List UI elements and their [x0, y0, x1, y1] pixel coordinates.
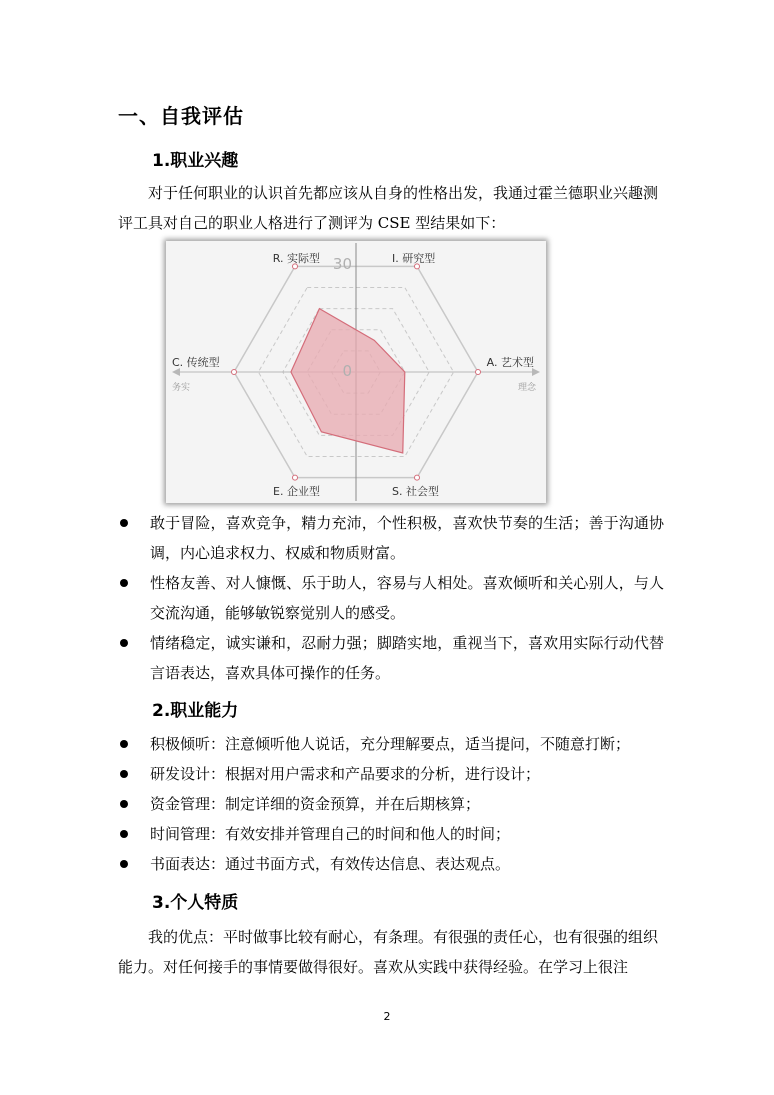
side-label-right: 理念	[517, 383, 536, 393]
radar-svg	[166, 241, 546, 503]
axis-label: A. 艺术型	[486, 356, 534, 369]
side-label-left: 务实	[172, 383, 191, 393]
arrow-left-icon	[172, 368, 180, 376]
radar-vertex-marker	[476, 370, 481, 375]
page-number: 2	[383, 1010, 391, 1023]
bullet-dot-icon	[120, 579, 128, 587]
list-item: 情绪稳定，诚实谦和，忍耐力强；脚踏实地，重视当下，喜欢用实际行动代替言语表达，喜欢具体可操作的任务。	[118, 628, 664, 688]
radar-vertex-marker	[415, 475, 420, 480]
axis-label: E. 企业型	[273, 485, 320, 498]
intro-paragraph: 对于任何职业的认识首先都应该从自身的性格出发，我通过霍兰德职业兴趣测评工具对自己的职业人格进行了测评为 CSE 型结果如下：	[118, 184, 659, 232]
list-item: 敢于冒险，喜欢竞争，精力充沛，个性积极，喜欢快节奏的生活；善于沟通协调，内心追求权力、权威和物质财富。	[118, 508, 664, 568]
bullet-dot-icon	[120, 740, 128, 748]
axis-label: S. 社会型	[392, 485, 439, 498]
list-item: 性格友善、对人慷慨、乐于助人，容易与人相处。喜欢倾听和关心别人，与人交流沟通，能够敏锐察觉别人的感受。	[118, 568, 664, 628]
traits-paragraph: 我的优点：平时做事比较有耐心，有条理。有很强的责任心，也有很强的组织能力。对任何接手的事情要做得很好。喜欢从实践中获得经验。在学习上很注	[118, 928, 659, 976]
list-item: 书面表达：通过书面方式，有效传达信息、表达观点。	[118, 849, 664, 879]
arrow-right-icon	[532, 368, 540, 376]
radar-data-area	[291, 309, 405, 453]
heading-career-ability: 2.职业能力	[152, 701, 239, 721]
axis-label: I. 研究型	[392, 252, 436, 265]
holland-radar-chart	[166, 241, 546, 503]
scale-label-min: 0	[342, 362, 352, 380]
heading-self-assessment: 一、自我评估	[118, 104, 244, 128]
list-item: 积极倾听：注意倾听他人说话，充分理解要点，适当提问，不随意打断；	[118, 729, 664, 759]
axis-label: R. 实际型	[272, 252, 320, 265]
list-item: 研发设计：根据对用户需求和产品要求的分析，进行设计；	[118, 759, 664, 789]
radar-vertex-marker	[293, 475, 298, 480]
bullet-dot-icon	[120, 519, 128, 527]
scale-label-max: 30	[332, 255, 352, 273]
bullet-dot-icon	[120, 800, 128, 808]
axis-label: C. 传统型	[172, 356, 220, 369]
interest-bullet-list	[118, 508, 664, 688]
radar-vertex-marker	[232, 370, 237, 375]
bullet-dot-icon	[120, 770, 128, 778]
bullet-dot-icon	[120, 830, 128, 838]
bullet-dot-icon	[120, 639, 128, 647]
ability-bullet-list	[118, 729, 664, 879]
list-item: 资金管理：制定详细的资金预算，并在后期核算；	[118, 789, 664, 819]
list-item: 时间管理：有效安排并管理自己的时间和他人的时间；	[118, 819, 664, 849]
bullet-dot-icon	[120, 860, 128, 868]
heading-personal-traits: 3.个人特质	[152, 893, 239, 913]
heading-career-interest: 1.职业兴趣	[152, 151, 239, 171]
